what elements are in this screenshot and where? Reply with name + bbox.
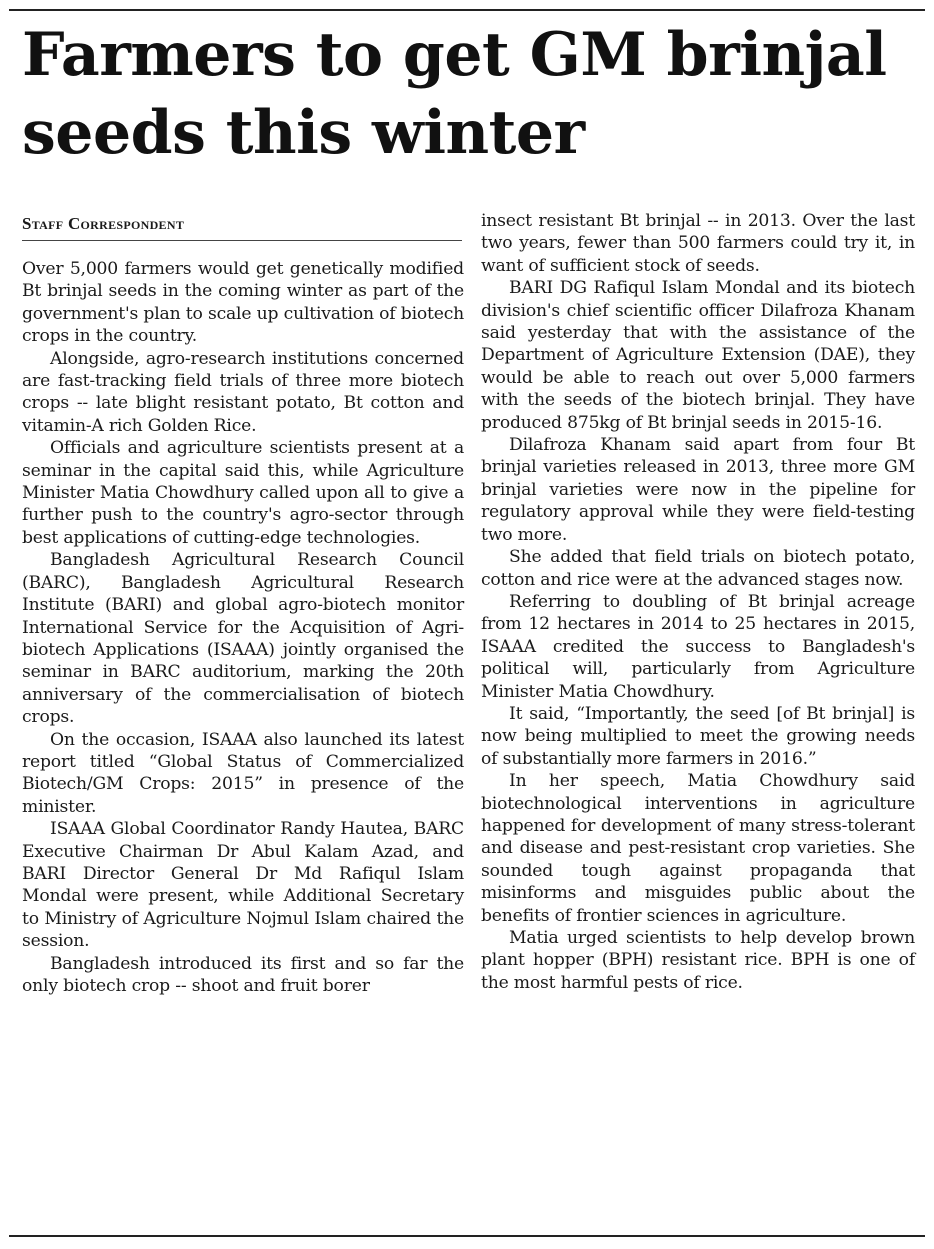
- byline-rule: [22, 240, 462, 241]
- paragraph: Dilafroza Khanam said apart from four Bt brinjal varieties released in 2013, three more GM brinjal varieties were now in the pipeline for regulatory approval while they were field-testing two more.: [481, 435, 915, 545]
- paragraph: In her speech, Matia Chowdhury said biotechnological interventions in agriculture happened for development of many stress-tolerant and disease and pest-resistant crop varieties. She sounded tough against propaganda that misinforms and misguides public about the benefits of frontier sciences in agriculture.: [481, 771, 915, 926]
- paragraph: Officials and agriculture scientists present at a seminar in the capital said this, while Agriculture Minister Matia Chowdhury called upon all to give a further push to the country's agro-sector through best applications of cutting-edge technologies.: [22, 438, 464, 548]
- paragraph-continued: insect resistant Bt brinjal -- in 2013. Over the last two years, fewer than 500 farmers could try it, in want of sufficient stock of seeds.: [481, 211, 915, 276]
- paragraph: BARI DG Rafiqul Islam Mondal and its biotech division's chief scientific officer Dilafroza Khanam said yesterday that with the assistance of the Department of Agriculture Extension (DAE), they would be able to reach out over 5,000 farmers with the seeds of the biotech brinjal. They have produced 875kg of Bt brinjal seeds in 2015-16.: [481, 278, 915, 433]
- right-column: [481, 210, 915, 994]
- left-column: [22, 258, 464, 997]
- paragraph: She added that field trials on biotech potato, cotton and rice were at the advanced stages now.: [481, 547, 915, 590]
- paragraph: Matia urged scientists to help develop brown plant hopper (BPH) resistant rice. BPH is one of the most harmful pests of rice.: [481, 928, 915, 993]
- paragraph: Alongside, agro-research institutions concerned are fast-tracking field trials of three more biotech crops -- late blight resistant potato, Bt cotton and vitamin-A rich Golden Rice.: [22, 348, 464, 436]
- paragraph: Bangladesh introduced its first and so far the only biotech crop -- shoot and fruit borer: [22, 953, 464, 996]
- paragraph: It said, “Importantly, the seed [of Bt brinjal] is now being multiplied to meet the growing needs of substantially more farmers in 2016.”: [481, 703, 915, 769]
- paragraph: Bangladesh Agricultural Research Council (BARC), Bangladesh Agricultural Research Institute (BARI) and global agro-biotech monitor International Service for the Acquisition of Agri-biotech Applications (ISAAA) jointly organised the seminar in BARC auditorium, marking the 20th anniversary of the commercialisation of biotech crops.: [22, 550, 464, 728]
- paragraph: ISAAA Global Coordinator Randy Hautea, BARC Executive Chairman Dr Abul Kalam Azad, and BARI Director General Dr Md Rafiqul Islam Mondal were present, while Additional Secretary to Ministry of Agriculture Nojmul Islam chaired the session.: [22, 819, 464, 952]
- byline: Staff Correspondent: [22, 214, 185, 233]
- paragraph: On the occasion, ISAAA also launched its latest report titled “Global Status of Commercialized Biotech/GM Crops: 2015” in presence of the minister.: [22, 729, 464, 817]
- paragraph: Referring to doubling of Bt brinjal acreage from 12 hectares in 2014 to 25 hectares in 2015, ISAAA credited the success to Bangladesh's political will, particularly from Agriculture Minister Matia Chowdhury.: [481, 591, 915, 702]
- paragraph: Over 5,000 farmers would get genetically modified Bt brinjal seeds in the coming winter as part of the government's plan to scale up cultivation of biotech crops in the country.: [22, 259, 464, 347]
- headline: Farmers to get GM brinjal seeds this winter: [22, 20, 887, 168]
